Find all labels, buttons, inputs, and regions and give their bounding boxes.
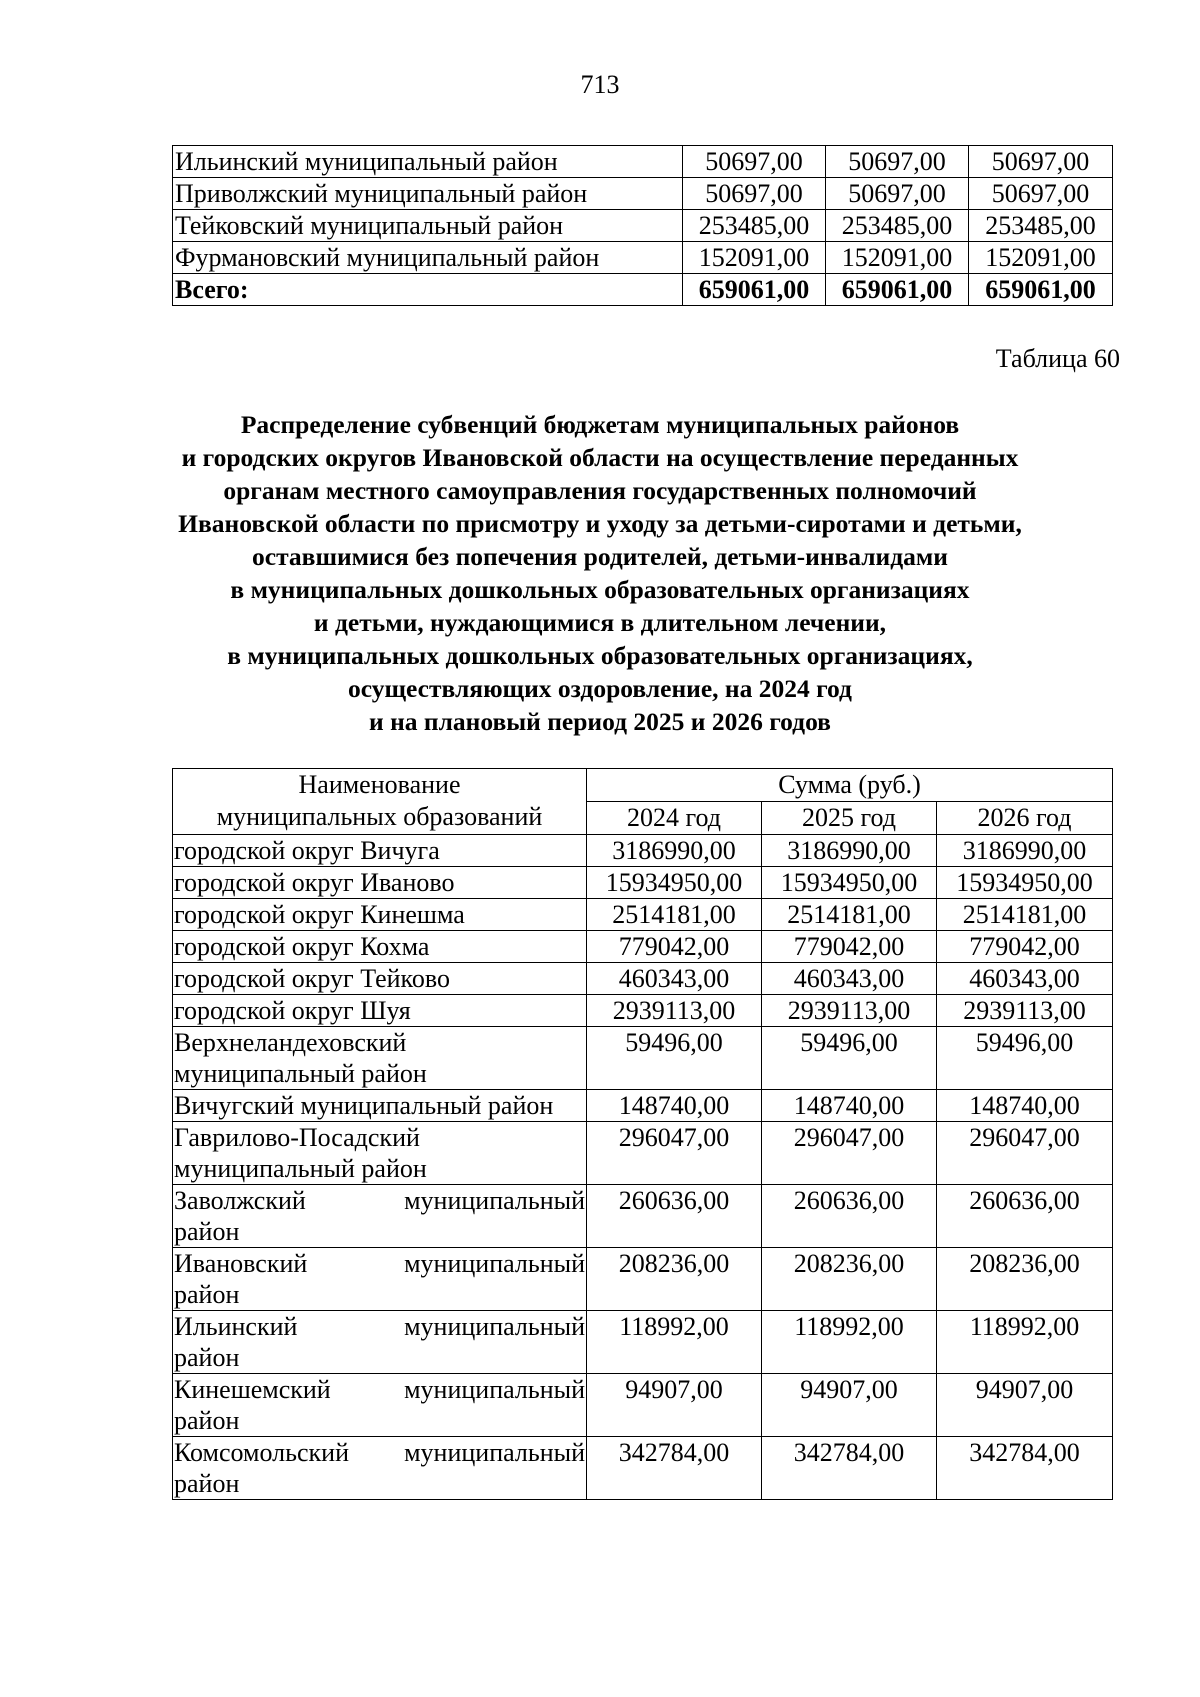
row-name-line2: район <box>174 1217 240 1246</box>
value-2024: 15934950,00 <box>587 867 762 899</box>
value-2025: 296047,00 <box>762 1122 937 1185</box>
value-2025: 779042,00 <box>762 931 937 963</box>
row-name-word: муниципальный <box>404 1312 585 1341</box>
row-name-line1 <box>174 1437 585 1468</box>
value-2024: 460343,00 <box>587 963 762 995</box>
value-2025: 260636,00 <box>762 1185 937 1248</box>
value-2024: 94907,00 <box>587 1374 762 1437</box>
total-label: Всего: <box>173 274 683 306</box>
value-2025: 3186990,00 <box>762 835 937 867</box>
value-2024: 296047,00 <box>587 1122 762 1185</box>
value-2024: 3186990,00 <box>587 835 762 867</box>
continuation-table <box>172 145 1113 306</box>
table-row <box>173 242 1113 274</box>
row-name: Вичугский муниципальный район <box>173 1090 587 1122</box>
table-row <box>173 146 1113 178</box>
value-2024: 260636,00 <box>587 1185 762 1248</box>
row-name-word: Заволжский <box>174 1186 306 1215</box>
header-name-line2: муниципальных образований <box>216 802 543 831</box>
table-row <box>173 210 1113 242</box>
value-2024: 148740,00 <box>587 1090 762 1122</box>
value-2025: 148740,00 <box>762 1090 937 1122</box>
value-2026: 50697,00 <box>969 146 1113 178</box>
sum-column-header: Сумма (руб.) <box>587 769 1113 802</box>
value-2024: 2939113,00 <box>587 995 762 1027</box>
name-column-header <box>173 769 587 835</box>
title-line: органам местного самоуправления государственных полномочий <box>223 476 977 505</box>
page-number: 713 <box>580 70 620 99</box>
year-2024-header: 2024 год <box>587 802 762 835</box>
table-row <box>173 995 1113 1027</box>
value-2025: 2514181,00 <box>762 899 937 931</box>
row-name: городской округ Кинешма <box>173 899 587 931</box>
title-line: и детьми, нуждающимися в длительном лечении, <box>313 608 887 637</box>
value-2026: 148740,00 <box>937 1090 1113 1122</box>
value-2026: 296047,00 <box>937 1122 1113 1185</box>
value-2025: 118992,00 <box>762 1311 937 1374</box>
row-name-word: муниципальный <box>404 1375 585 1404</box>
row-name-word: Комсомольский <box>174 1438 349 1467</box>
header-name-line1: Наименование <box>298 770 461 799</box>
row-name <box>173 1122 587 1185</box>
value-2025: 15934950,00 <box>762 867 937 899</box>
value-2026: 2514181,00 <box>937 899 1113 931</box>
value-2024: 2514181,00 <box>587 899 762 931</box>
table-row <box>173 899 1113 931</box>
subvention-table <box>172 768 1113 1500</box>
value-2024: 50697,00 <box>683 146 826 178</box>
row-name <box>173 1374 587 1437</box>
value-2024: 779042,00 <box>587 931 762 963</box>
row-name-line1 <box>174 1185 585 1216</box>
row-name: городской округ Иваново <box>173 867 587 899</box>
value-2025: 59496,00 <box>762 1027 937 1090</box>
table-row <box>173 1437 1113 1500</box>
row-name: Тейковский муниципальный район <box>173 210 683 242</box>
row-name <box>173 1027 587 1090</box>
table-row <box>173 1122 1113 1185</box>
document-title <box>110 408 1090 738</box>
value-2026: 59496,00 <box>937 1027 1113 1090</box>
row-name: Фурмановский муниципальный район <box>173 242 683 274</box>
title-line: в муниципальных дошкольных образовательных организациях, <box>227 641 973 670</box>
value-2026: 94907,00 <box>937 1374 1113 1437</box>
row-name-word: муниципальный <box>404 1249 585 1278</box>
year-2025-header: 2025 год <box>762 802 937 835</box>
row-name: Ильинский муниципальный район <box>173 146 683 178</box>
table-row <box>173 835 1113 867</box>
value-2025: 94907,00 <box>762 1374 937 1437</box>
row-name <box>173 1437 587 1500</box>
title-line: оставшимися без попечения родителей, детьми-инвалидами <box>252 542 948 571</box>
table-row <box>173 1311 1113 1374</box>
row-name-line1 <box>174 1248 585 1279</box>
row-name-line2: район <box>174 1343 240 1372</box>
title-line: и на плановый период 2025 и 2026 годов <box>369 707 831 736</box>
row-name-line1 <box>174 1311 585 1342</box>
value-2026: 342784,00 <box>937 1437 1113 1500</box>
value-2024: 342784,00 <box>587 1437 762 1500</box>
value-2026: 208236,00 <box>937 1248 1113 1311</box>
row-name-word: муниципальный <box>404 1438 585 1467</box>
table-row <box>173 1090 1113 1122</box>
value-2026: 460343,00 <box>937 963 1113 995</box>
value-2025: 152091,00 <box>826 242 969 274</box>
total-2026: 659061,00 <box>969 274 1113 306</box>
table-row <box>173 1185 1113 1248</box>
year-2026-header: 2026 год <box>937 802 1113 835</box>
row-name <box>173 1185 587 1248</box>
value-2024: 59496,00 <box>587 1027 762 1090</box>
value-2025: 2939113,00 <box>762 995 937 1027</box>
value-2025: 50697,00 <box>826 146 969 178</box>
row-name-line1: Верхнеландеховский <box>174 1028 407 1057</box>
table-header-row <box>173 769 1113 802</box>
row-name: городской округ Шуя <box>173 995 587 1027</box>
title-line: Ивановской области по присмотру и уходу за детьми-сиротами и детьми, <box>178 509 1022 538</box>
value-2026: 253485,00 <box>969 210 1113 242</box>
row-name-line2: район <box>174 1406 240 1435</box>
row-name-word: Ильинский <box>174 1312 298 1341</box>
value-2026: 15934950,00 <box>937 867 1113 899</box>
row-name-line2: муниципальный район <box>174 1059 427 1088</box>
value-2024: 118992,00 <box>587 1311 762 1374</box>
table-row <box>173 1248 1113 1311</box>
title-line: и городских округов Ивановской области на осуществление переданных <box>181 443 1019 472</box>
row-name-word: Ивановский <box>174 1249 308 1278</box>
value-2024: 208236,00 <box>587 1248 762 1311</box>
row-name-word: Кинешемский <box>174 1375 331 1404</box>
row-name <box>173 1248 587 1311</box>
row-name <box>173 1311 587 1374</box>
value-2026: 152091,00 <box>969 242 1113 274</box>
value-2025: 460343,00 <box>762 963 937 995</box>
row-name: городской округ Тейково <box>173 963 587 995</box>
value-2025: 208236,00 <box>762 1248 937 1311</box>
title-line: Распределение субвенций бюджетам муниципальных районов <box>240 410 960 439</box>
total-2025: 659061,00 <box>826 274 969 306</box>
value-2025: 50697,00 <box>826 178 969 210</box>
table-row <box>173 963 1113 995</box>
row-name-line2: район <box>174 1280 240 1309</box>
total-2024: 659061,00 <box>683 274 826 306</box>
title-line: осуществляющих оздоровление, на 2024 год <box>348 674 852 703</box>
value-2026: 2939113,00 <box>937 995 1113 1027</box>
row-name: городской округ Кохма <box>173 931 587 963</box>
row-name-line2: муниципальный район <box>174 1154 427 1183</box>
value-2025: 342784,00 <box>762 1437 937 1500</box>
value-2024: 50697,00 <box>683 178 826 210</box>
title-line: в муниципальных дошкольных образовательных организациях <box>230 575 970 604</box>
table-caption: Таблица 60 <box>995 344 1120 373</box>
value-2025: 253485,00 <box>826 210 969 242</box>
table-row <box>173 178 1113 210</box>
value-2026: 118992,00 <box>937 1311 1113 1374</box>
value-2024: 253485,00 <box>683 210 826 242</box>
table-row <box>173 1027 1113 1090</box>
row-name-line2: район <box>174 1469 240 1498</box>
row-name: Приволжский муниципальный район <box>173 178 683 210</box>
table-row <box>173 1374 1113 1437</box>
row-name: городской округ Вичуга <box>173 835 587 867</box>
value-2026: 3186990,00 <box>937 835 1113 867</box>
total-row <box>173 274 1113 306</box>
value-2026: 260636,00 <box>937 1185 1113 1248</box>
row-name-line1: Гаврилово-Посадский <box>174 1123 420 1152</box>
value-2026: 50697,00 <box>969 178 1113 210</box>
row-name-line1 <box>174 1374 585 1405</box>
table-row <box>173 931 1113 963</box>
value-2024: 152091,00 <box>683 242 826 274</box>
row-name-word: муниципальный <box>404 1186 585 1215</box>
table-row <box>173 867 1113 899</box>
value-2026: 779042,00 <box>937 931 1113 963</box>
